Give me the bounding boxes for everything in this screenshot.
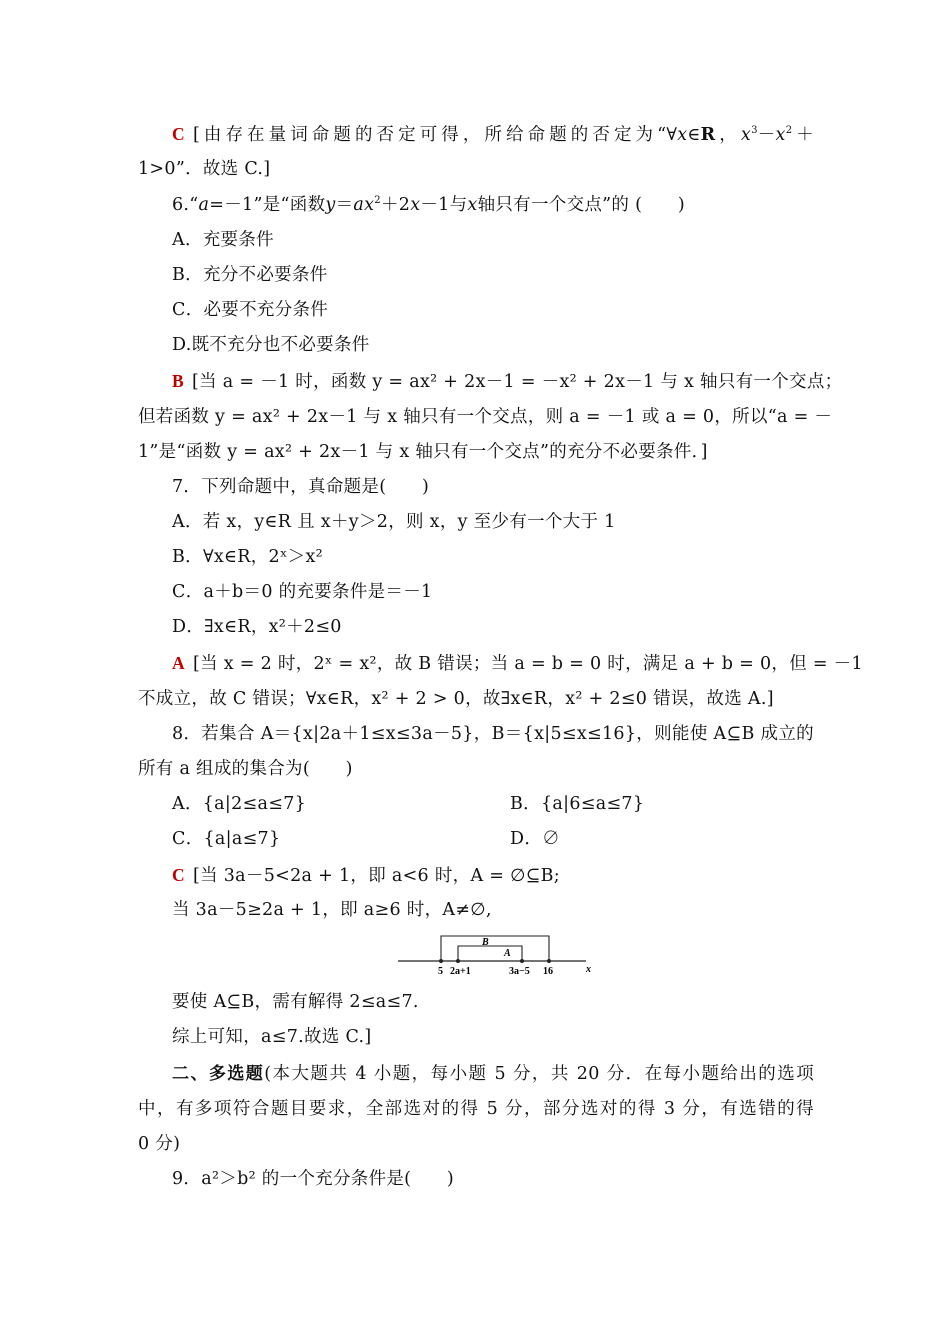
q5-exp2: 2 [785,125,793,136]
section2-header [172,1062,814,1086]
tick-5: 5 [438,966,443,977]
q6-answer: B [172,371,184,391]
q5-R: R [700,125,716,145]
q5-var-x: x [677,125,688,145]
q8-option-a: A．{a|2≤a≤7} [172,794,307,814]
set-a-bracket [458,946,522,961]
q6-explanation-line1 [172,369,843,394]
q6-expl-1: [当 a = －1 时，函数 y = ax² + 2x－1 = －x² + 2x－1 与 x 轴只有一个交点； [191,372,843,392]
q6-rest: －1与 [420,195,468,215]
number-line-diagram [398,932,598,980]
q6-option-c: C．必要不充分条件 [172,300,329,320]
q6-explanation-line3: 1”是“函数 y = ax² + 2x－1 与 x 轴只有一个交点”的充分不必要条件．] [138,442,708,462]
q6-stem [172,193,814,217]
q5-expl-text: [由存在量词命题的否定可得，所给命题的否定为“∀ [192,125,678,145]
point-16 [547,959,551,963]
q9-stem: 9．a²＞b² 的一个充分条件是( ) [172,1169,455,1189]
set-b-bracket [441,936,549,961]
q6-var-x2: x [467,195,478,215]
q6-eq2: ＝ [335,195,354,215]
q7-option-b: B．∀x∈R，2ˣ＞x² [172,547,323,567]
q6-end: 轴只有一个交点”的 ( ) [477,195,685,215]
q5-explanation-line2: 1>0”．故选 C.] [138,159,271,179]
q8-answer: C [172,865,185,885]
q7-explanation-line2: 不成立，故 C 错误；∀x∈R，x² + 2 > 0，故∃x∈R，x² + 2≤0 错误，故选 A.] [138,689,774,709]
q8-options-row1 [172,792,814,816]
q6-exp: 2 [374,195,381,206]
tick-2a1: 2a+1 [450,966,471,977]
q8-explanation-line1 [172,863,814,888]
q8-options-row2 [172,827,814,851]
section2-desc-line3: 0 分) [138,1134,181,1154]
q5-explanation-line1 [172,122,814,147]
q6-plus: ＋2 [380,195,411,215]
q5-sep: ， [715,125,741,145]
q8-explanation-line4: 综上可知，a≤7.故选 C.] [172,1027,372,1047]
tick-3a5: 3a−5 [509,966,530,977]
q5-in: ∈ [687,125,701,145]
q6-ax: ax [353,195,375,215]
q8-stem-line2: 所有 a 组成的集合为( ) [138,759,353,779]
q6-stem-pre: 6.“ [172,195,199,215]
q5-exp3: 3 [751,125,758,136]
q6-explanation-line2: 但若函数 y = ax² + 2x－1 与 x 轴只有一个交点，则 a = －1 或 a = 0，所以“a = － [138,407,833,427]
section2-desc-1: (本大题共 4 小题，每小题 5 分，共 20 分．在每小题给出的选项 [264,1064,814,1084]
q7-option-c: C．a＋b＝0 的充要条件是＝－1 [172,582,433,602]
q7-answer: A [172,653,185,673]
q6-var-x: x [410,195,421,215]
q5-minus: － [757,125,776,145]
q5-x3: x [740,125,752,145]
q5-plus: ＋ [792,125,814,145]
q7-stem: 7．下列命题中，真命题是( ) [172,477,430,497]
q6-var-y: y [325,195,336,215]
q8-explanation-line2: 当 3a－5≥2a + 1，即 a≥6 时，A≠∅, [172,900,492,920]
q6-option-a: A．充要条件 [172,230,274,250]
q6-option-b: B．充分不必要条件 [172,265,328,285]
q6-stem-eq: =－1”是“函数 [209,195,326,215]
q8-explanation-line3: 要使 A⊆B，需有解得 2≤a≤7. [172,992,419,1012]
q6-option-d: D.既不充分也不必要条件 [172,335,370,355]
section2-desc-line2: 中，有多项符合题目要求，全部选对的得 5 分，部分选对的得 3 分，有选错的得 [138,1099,814,1119]
label-a: A [504,948,511,959]
q8-option-d: D．∅ [510,829,560,849]
point-3a5 [520,959,524,963]
q5-answer: C [172,124,185,144]
point-2a1 [456,959,460,963]
q5-x2: x [775,125,786,145]
q6-var-a: a [198,195,210,215]
axis-x-label: x [586,964,591,975]
q8-stem-line1: 8．若集合 A＝{x|2a＋1≤x≤3a－5}，B＝{x|5≤x≤16}，则能使 A⊆B 成立的 [172,724,814,744]
q7-explanation-line1 [172,651,863,676]
tick-16: 16 [543,966,553,977]
label-b: B [482,937,489,948]
q8-option-b: B．{a|6≤a≤7} [510,794,645,814]
q8-option-c: C．{a|a≤7} [172,829,281,849]
q7-option-a: A．若 x，y∈R 且 x＋y＞2，则 x，y 至少有一个大于 1 [172,512,616,532]
q8-expl-1: [当 3a－5<2a + 1，即 a<6 时，A = ∅⊆B; [192,866,560,886]
section2-title: 二、多选题 [172,1064,265,1084]
point-5 [439,959,443,963]
q7-option-d: D．∃x∈R，x²＋2≤0 [172,617,342,637]
q7-expl-1: [当 x = 2 时，2ˣ = x²，故 B 错误；当 a = b = 0 时，满足 a + b = 0，但 = －1 [192,654,863,674]
